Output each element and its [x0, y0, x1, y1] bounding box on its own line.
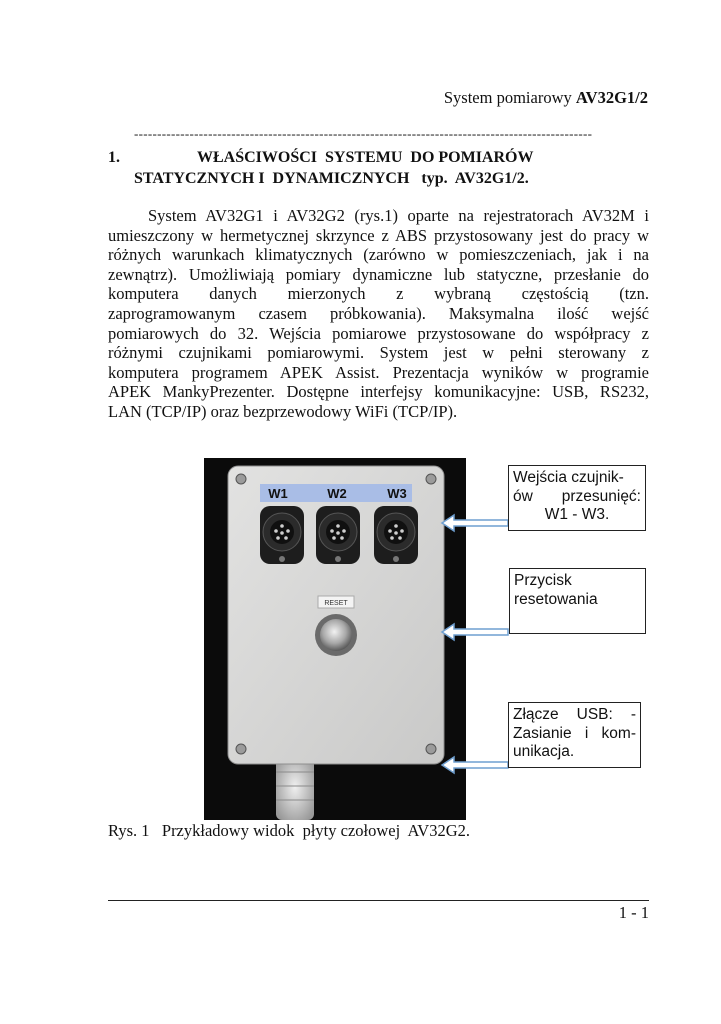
arrow-reset	[442, 624, 508, 640]
header-title-prefix: System pomiarowy	[443, 88, 576, 107]
arrow-usb	[442, 757, 508, 773]
footer-rule	[108, 900, 649, 901]
callout-line: unikacja.	[513, 743, 575, 760]
callout-reset	[509, 568, 646, 634]
body-line: umieszczony w hermetycznej skrzynce z ABS przystosowany jest do pracy w	[108, 225, 649, 245]
arrow-inputs	[442, 515, 508, 531]
figure-caption: Rys. 1 Przykładowy widok płyty czołowej AV32G2.	[108, 821, 471, 840]
body-line: różnymi czujnikami pomiarowymi. System jest w pełni sterowany z	[108, 343, 649, 363]
device-photo	[204, 458, 466, 820]
reset-button	[320, 619, 352, 651]
callout-line: ów przesunięć:	[513, 487, 641, 505]
section-title-line-2: STATYCZNYCH I DYNAMICZNYCH typ. AV32G1/2.	[134, 170, 529, 187]
header-title	[380, 88, 648, 108]
callout-line: Złącze USB: -	[513, 706, 636, 723]
section-number: 1.	[108, 149, 120, 166]
callout-line: Wejścia czujnik-	[513, 469, 624, 486]
panel-label-w3: W3	[387, 486, 407, 501]
connector-w2	[316, 506, 360, 564]
section-title-line-1: WŁAŚCIWOŚCI SYSTEMU DO POMIARÓW	[197, 149, 534, 166]
page-number: 1 - 1	[618, 903, 649, 922]
callout-inputs	[508, 465, 646, 531]
body-paragraph	[108, 206, 649, 422]
body-line: APEK MankyPrezenter. Dostępne interfejsy komunikacyjne: USB, RS232,	[108, 382, 649, 402]
body-line: pomiarowych do 32. Wejścia pomiarowe przystosowane do współpracy z	[108, 323, 649, 343]
body-line: różnych warunkach klimatycznych (zarówno w pomieszczeniach, jak i na	[108, 245, 649, 265]
body-line: LAN (TCP/IP) oraz bezprzewodowy WiFi (TCP/IP).	[108, 401, 458, 421]
header-title-model: AV32G1/2	[575, 88, 648, 107]
header-divider: ---------------------------------------------------------------------------------------------------	[134, 126, 593, 141]
panel-label-w2: W2	[327, 486, 347, 501]
callout-line: Przycisk	[514, 572, 572, 589]
body-line: zewnątrz). Umożliwiają pomiary dynamiczne lub statyczne, przesłanie do	[108, 264, 649, 284]
callout-line: Zasianie i kom-	[513, 724, 636, 742]
body-line: System AV32G1 i AV32G2 (rys.1) oparte na rejestratorach AV32M i	[148, 206, 649, 225]
connector-w3	[374, 506, 418, 564]
callout-line: W1 - W3.	[544, 506, 610, 523]
reset-label: RESET	[324, 600, 348, 607]
device-illustration	[204, 458, 466, 820]
panel-label-w1: W1	[268, 486, 288, 501]
body-line: komputera danych mierzonych z wybraną częstością (tzn.	[108, 284, 649, 304]
body-line: komputera programem APEK Assist. Prezentacja wyników w programie	[108, 362, 649, 382]
connector-w1	[260, 506, 304, 564]
callout-line: resetowania	[514, 590, 598, 608]
callout-usb	[508, 702, 641, 768]
callout-arrows	[440, 510, 510, 778]
body-line: zaprogramowanym czasem próbkowania). Maksymalna ilość wejść	[108, 303, 649, 323]
